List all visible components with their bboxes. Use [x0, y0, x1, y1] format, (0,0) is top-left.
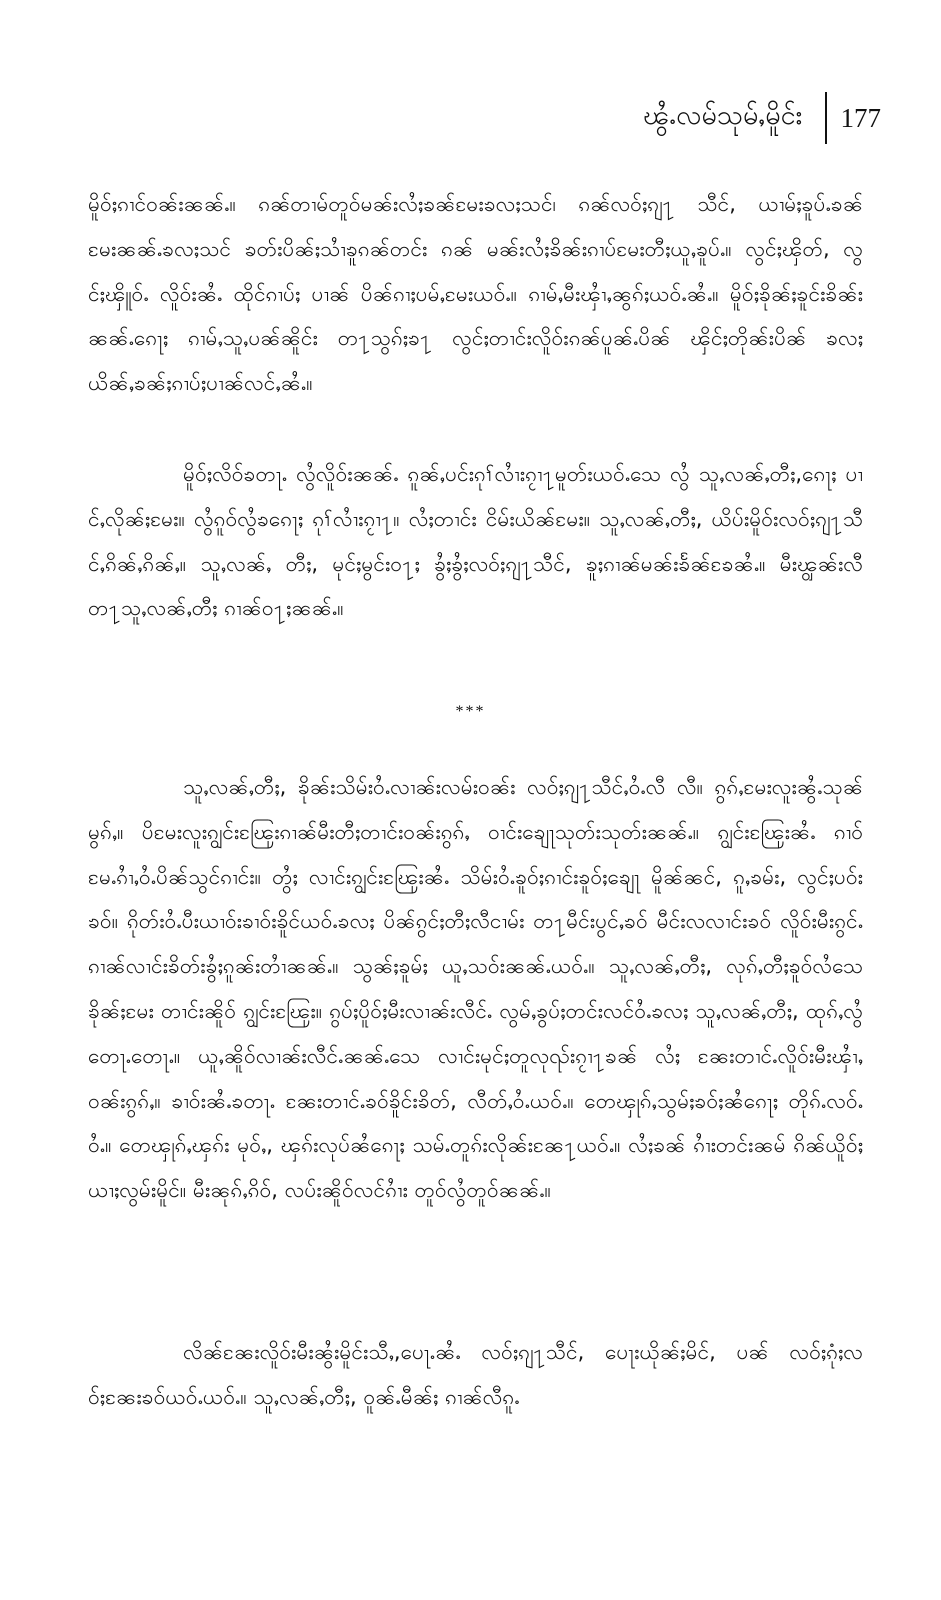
paragraph-3: သူႇလၼ်ႇတီႈ, ၶိုၼ်းသိမ်းဝႆႉလၢၼ်းလမ်းဝၼ်း လဝ်ႈၵျ႑သီင်ႇဝႆႉလီ လီ။ ၵွၵ်ႇမႄးလူးၼွႆႉသုၼ်မွၵ်ႇ။ ပိမႄးလူးၵျွင်းၾြႄးၵၢၼ်မီးတီႈတၢင်းဝၼ်းၵွၵ်ႇ ဝၢင်းၶျေႃသုတ်းသုတ်းၼၼ်ႉ။ ၵျွင်းၾြႄးၼႆႉ ၵၢဝ်မႄႉၵၢႆႇဝႆႉပိၼ်သွင်ၵၢင်း။ တွႆႈ လၢင်းၵျွင်းၾြႄးၼႆႉ သိမ်းဝႆႉၶူဝ်ႈၵၢင်းၶူဝ်ႈၶျေႃ မိူၼ်ၼင်, ၵူႇၶမ်း, လွင်ႈပဝ်း ၶဝ်။ ၵိုတ်းဝႆႉပီးယၢဝ်းၶၢဝ်းၶိူင်ယဝ်ႉၶလႈ ပိၼ်ၵွင်ႈတီႈလီငၢမ်း တ႑မီင်းပွင်ႇၶဝ် မီင်းလလၢင်းၶဝ် လိူဝ်းမီးၵွင်ႉ ၵၢၼ်လၢင်းၶိတ်းၶွႆႈၵူၼ်းတၢႆၼၼ်ႉ။ သွၼ်ႈၶူမ်ႈ ယူႇသဝ်းၼၼ်ႉယဝ်ႉ။ သူႇလၼ်ႇတီႈ, လုၵ်ႇတီႈၶူဝ်လႆသေ ၶိုၼ်ႈမႄး တၢင်းၼိူဝ် ၵျွင်းၾြႄး။ ၵွပ်ႈပိူဝ်ႈမီးလၢၼ်းလီင်ႉ လွမ်ႇၶွပ်ႈတင်းလင်ဝႆႉၶလႈ သူႇလၼ်ႇတီႈ, ထုၵ်ႇလွႆတေႃႉတေႃႉ။ ယူႇၼိူဝ်လၢၼ်းလီင်ႉၼၼ်ႉသေ လၢင်းမုင်ႈတူလုၺ်းၵႂၢ႑ၶၼ် လႆႈ ၼႄးတၢင်ႉလိူဝ်းမီးၾၢႆႇဝၼ်းၵွၵ်ႇ။ ၶၢဝ်းၼႆႉၶတႃႉ ၼႄးတၢင်ႉၶဝ်ၶိူင်းၶိတ်, လီတ်ႇဝႆႉယဝ်ႉ။ တေၾုၵ်ႇသွမ်ႈၶဝ်ႈၼႆၵေႃႈ တိုၵ်ႉလဝ်ႉဝႆႉ။ တေၾုၵ်ႇၾၵ်း မုဝ်ႇ, ၾၵ်းလုပ်ၼႆၵေႃႈ သမ်ႉတူၵ်းလိုၼ်းၼႄ႑ယဝ်ႉ။ လႆႈၶၼ် ၵၢႆးတင်းၼမ် ၵိၼ်ယိူဝ်ႈယၢႈလွမ်းမိူင်။ မီးၼုၵ်ႇၵိဝ်, လပ်းၼိူဝ်လင်ၵၢႆး တူဝ်လွႆတူဝ်ၼၼ်ႉ။	[88, 775, 863, 1203]
page-number: 177	[840, 102, 881, 133]
running-title: ၽွႆႉလမ်သုမ်ႇမိူင်း	[642, 100, 803, 131]
paragraph-1: မိူဝ်ႈၵၢင်ဝၼ်းၼၼ်ႉ။ ၵၼ်တၢမ်တူဝ်မၼ်းလႆႈၶၼ်မႄးၶလႈသင်၊ ၵၼ်လဝ်ႈၵျ႑ သီင်, ယၢမ်ႈၶူပ်ႉၶၼ်မႄးၼၼ်ႉၶလႈသင် ၶတ်းပိၼ်ႈသၢႆၶူၵၼ်တင်း ၵၼ် မၼ်းလႆႈၶိၼ်းၵၢပ်မႄးတီႈယူႇၶူပ်ႉ။ လွင်ႈၾိတ်, လွင်ႈၾိူဝ်ႉ လိူဝ်းၼႆႉ ထိုင်ၵၢပ်ႈ ပၢၼ် ပိၼ်ၵၢႈပမ်ႇမႄးယဝ်ႉ။ ၵၢမ်ႇမီးၾၢႆႇၼွၵ်ႈယဝ်ႉၼႆႉ။ မိူဝ်ႈၶိုၼ်ႈၶူင်းၶိၼ်း ၼၼ်ႉၵေႃႈ ၵၢမ်ႇသူႇပၼ်ၼိူင်း တ႑သွၵ်ႈၶ႑ လွင်ႈတၢင်းလိူဝ်းၵၼ်ပူၼ်ႉပိၼ် ၾိင်ႈတိုၼ်းပိၼ် ၶလႈ ယိၼ်ႇၶၼ်ႈၵၢပ်ႈပၢၼ်လင်ႇၼႆႉ။	[88, 192, 863, 396]
section-separator: ***	[455, 703, 486, 720]
paragraph-2: မိူဝ်ႈလိဝ်ၶတႃႉ လွႆလိူဝ်းၼၼ်ႉ ၵူၼ်ႇပင်းၵုၢ်လၢႆးၵႂၢ႑မူတ်းယဝ်ႉသေ လွႆ သူႇလၼ်ႇတီႈ,ၵေႃႈ ပၢင်ႇလိုၼ်ႈမႄး။ လွႆၵူဝ်လွႆၶၵေႃႈ ၵုၢ်လၢႆးၵႂၢ႑။ လႆႈတၢင်း ငိမ်းယိၼ်မႄး။ သူႇလၼ်ႇတီႈ, ယိပ်းမိူဝ်းလဝ်ႈၵျ႑သီင်ႇၵိၼ်ႇၵိၼ်ႇ။ သူႇလၼ်ႇ တီႈ, မုင်ႈမွင်းဝ႑ႈ ၶွႆႈၶွႆႈလဝ်ႈၵျ႑သီင်, ၶူႈၵၢၼ်မၼ်းၶႅၼ်ၶႄၼႆႉ။ မီးၾွၼ်းလီ တ႑သူႇလၼ်ႇတီႈ ၵၢၼ်ဝ႑ႈၼၼ်ႉ။	[88, 462, 863, 621]
running-head	[643, 92, 881, 144]
paragraph-4: လိၼ်ၼႄးလိူဝ်းမီးၼွႆးမိူင်းသီႇ,ပေႃႉၼႆႉ လဝ်ႈၵျ႑သီင်, ပေႃးယိုၼ်ႈမိင်, ပၼ် လဝ်ႈၵုံႈလဝ်ႈၼႄးၶဝ်ယဝ်ႉယဝ်ႉ။ သူႇလၼ်ႇတီႈ, ဝူၼ်ႉမီၼ်ႈ ၵၢၼ်လီၵူႉ	[88, 1340, 863, 1409]
header-divider	[825, 92, 827, 144]
